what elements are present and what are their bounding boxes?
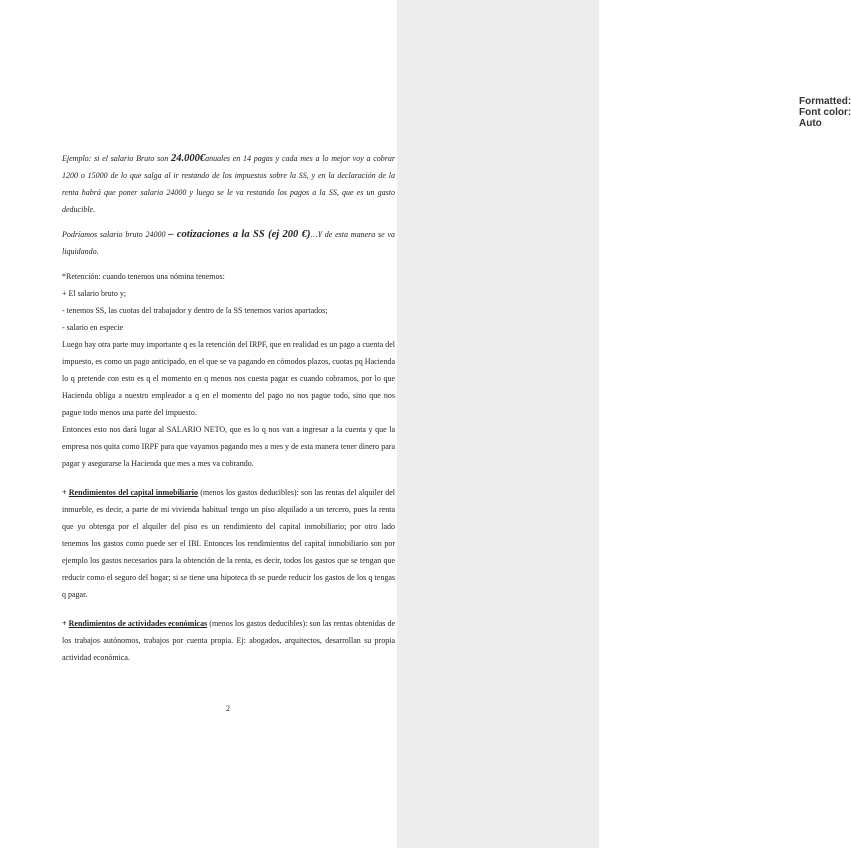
example-amount: 24.000€ (170, 153, 206, 164)
section2-heading: Rendimientos de actividades económicas (68, 619, 208, 628)
ss-line: - tenemos SS, las cuotas del trabajador y dentro de la SS tenemos varios apartados; (62, 306, 328, 315)
irpf-paragraph: Luego hay otra parte muy importante q es la retención del IRPF, que en realidad es un pago a cuenta del impuesto, es como un pago anticipado, en el que se va pagando en cómodos plazos, cuotas pq Hacienda lo q pretende con esto es q el momento en q menos nos cuesta pagar es cuando cobramos, por lo que Hacienda obliga a nuestro empleador a q en el momento del pago no nos pague todo, sino que nos pague todo menos una parte del impuesto. (62, 340, 395, 417)
formatting-comment: Formatted: Font color: Auto (799, 96, 851, 129)
example2-formula: – cotizaciones a la SS (ej 200 €) (168, 229, 311, 240)
example-text-end: anuales en 14 pagas y cada mes a lo mejor voy a cobrar 1200 o 15000 de lo que salga al ir restando de los impuestos sobre la SS, y en la declaración de la renta habrá que poner salario 24000 y luego se le va restando los pagos a la SS, que es un gasto deducible. (62, 154, 395, 214)
example-text-start: Ejemplo: si el salario Bruto son (62, 154, 171, 163)
salario-neto-paragraph: Entonces esto nos dará lugar al SALARIO NETO, que es lo q nos van a ingresar a la cuenta y que la empresa nos quita como IRPF para que vayamos pagando mes a mes y de esta manera tener dinero para pagar y asegurarse la Hacienda que mes a mes va cobrando. (62, 425, 395, 468)
section2-body: (menos los gastos deducibles): son las rentas obtenidas de los trabajos autónomos, trabajos por cuenta propia. Ej: abogados, arquitectos, desarrollan su propia actividad económica. (62, 619, 396, 662)
especie-line: - salario en especie (62, 323, 124, 332)
retencion-line: *Retención: cuando tenemos una nómina tenemos: (62, 272, 225, 281)
section1-plus: + (62, 488, 67, 497)
section-actividades-economicas (62, 615, 395, 666)
section1-heading: Rendimientos del capital inmobiliario (68, 488, 199, 497)
document-body (62, 150, 395, 666)
salario-bruto-line: + El salario bruto y; (62, 289, 127, 298)
page-number: 2 (226, 704, 230, 713)
example2-text-end: …Y de esta manera se va liquidando. (62, 230, 396, 256)
section2-plus: + (62, 619, 67, 628)
section1-body: (menos los gastos deducibles): son las rentas del alquiler del inmueble, es decir, a parte de mi vivienda habitual tengo un piso alquilado a un tercero, pues la renta que yo obtenga por el alquiler del piso es un rendimiento del capital inmobiliario; por otro lado tenemos los gastos como puede ser el IBI. Entonces los rendimientos del capital inmobiliario son por ejemplo los gastos necesarios para la obtención de la renta, es decir, todos los gastos que se tengan que reducir como el seguro del hogar; si se tiene una hipoteca tb se puede reducir los gastos de los q tengas q pagar. (62, 488, 396, 599)
comment-sidebar (397, 0, 851, 848)
section-capital-inmobiliario (62, 484, 395, 603)
example2-text-start: Podríamos salario bruto 24000 (62, 230, 169, 239)
example2-paragraph (62, 226, 395, 260)
example-paragraph (62, 150, 395, 218)
